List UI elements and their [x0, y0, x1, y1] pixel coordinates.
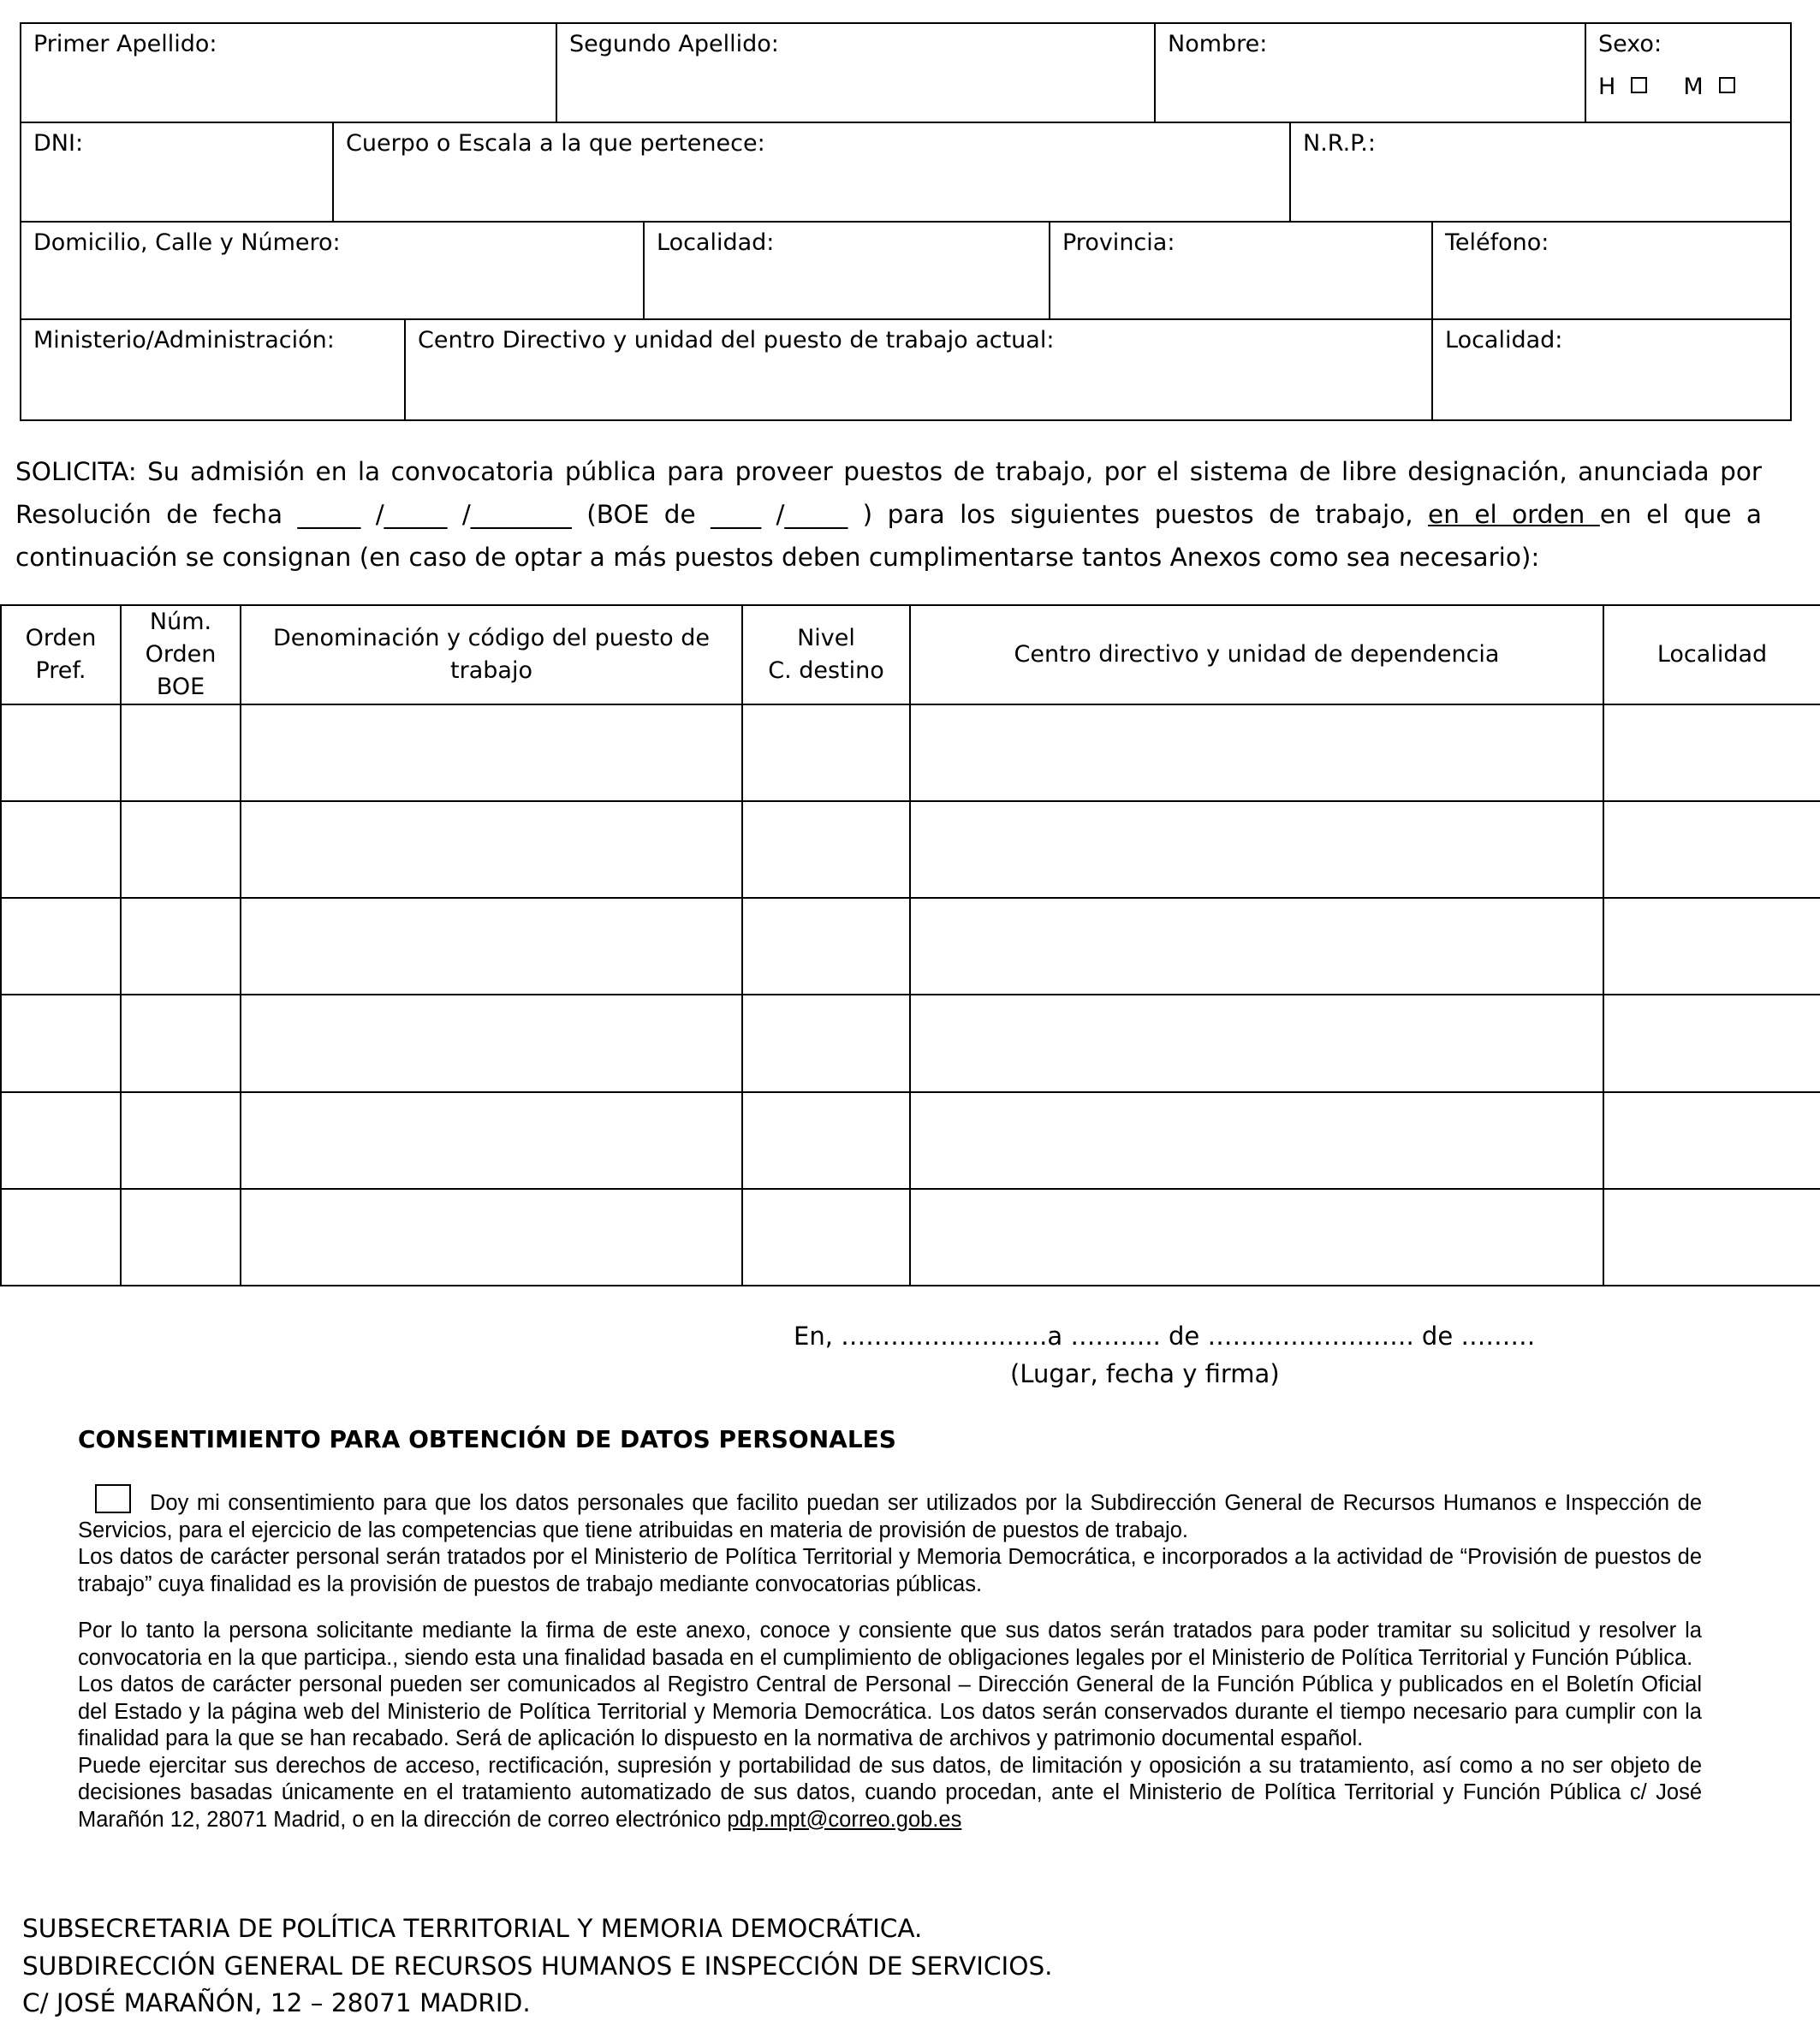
solicita-paragraph — [15, 450, 1762, 579]
table-cell[interactable] — [1, 995, 121, 1091]
footer-address — [22, 1910, 1053, 2020]
domicilio-label: Domicilio, Calle y Número: — [33, 229, 341, 256]
localidad-actual-field[interactable] — [1431, 320, 1793, 419]
ministerio-field[interactable] — [21, 320, 404, 419]
table-cell[interactable] — [742, 1092, 910, 1189]
segundo-apellido-field[interactable] — [556, 24, 1154, 122]
table-cell[interactable] — [1603, 1189, 1820, 1286]
consent-paragraph-1 — [78, 1484, 1702, 1544]
consent-paragraph-2: Los datos de carácter personal serán tratados por el Ministerio de Política Territorial y Memoria Democrática, e incorporados a la actividad de “Provisión de puestos de trabajo” cuya finalidad es la provisión de puestos de trabajo mediante convocatorias públicas. — [78, 1545, 1702, 1596]
segundo-apellido-label: Segundo Apellido: — [569, 31, 779, 57]
table-cell[interactable] — [910, 1092, 1603, 1189]
solicita-line-2 — [15, 493, 1762, 536]
table-cell[interactable] — [121, 704, 241, 801]
table-cell[interactable] — [1, 898, 121, 995]
table-row — [1, 801, 1820, 898]
sexo-h-checkbox[interactable] — [1631, 77, 1647, 93]
cuerpo-label: Cuerpo o Escala a la que pertenece: — [346, 130, 765, 157]
nombre-label: Nombre: — [1168, 31, 1268, 57]
footer-line-3: C/ JOSÉ MARAÑÓN, 12 – 28071 MADRID. — [22, 1988, 531, 2017]
signature-date-line: En, …………………….a ……….. de ……………………. de ……… — [794, 1322, 1536, 1351]
sexo-field — [1585, 24, 1793, 122]
table-cell[interactable] — [241, 898, 742, 995]
table-cell[interactable] — [910, 1189, 1603, 1286]
nombre-field[interactable] — [1154, 24, 1585, 122]
solicita-line-3: continuación se consignan (en caso de optar a más puestos deben cumplimentarse tantos Anexos como sea necesario): — [15, 543, 1540, 572]
puestos-body — [1, 704, 1820, 1286]
form-row-dni — [21, 123, 1790, 223]
table-cell[interactable] — [910, 995, 1603, 1091]
form-row-ministerio — [21, 320, 1790, 419]
consent-text-1: Doy mi consentimiento para que los datos personales que facilito puedan ser utilizados por la Subdirección General de Recursos Humanos e Inspección de Servicios, para el ejercicio de las competencias que tiene atribuidas en materia de provisión de puestos de trabajo. — [78, 1491, 1702, 1542]
dni-field[interactable] — [21, 123, 332, 221]
table-row — [1, 995, 1820, 1091]
table-cell[interactable] — [742, 1189, 910, 1286]
centro-directivo-label: Centro Directivo y unidad del puesto de trabajo actual: — [418, 327, 1055, 354]
domicilio-field[interactable] — [21, 223, 643, 318]
solicita-line-2-start: Resolución de fecha _____ /_____ /________ (BOE de ____ /_____ ) para los siguientes puestos de trabajo, — [15, 500, 1429, 529]
table-cell[interactable] — [1603, 898, 1820, 995]
table-cell[interactable] — [121, 1189, 241, 1286]
personal-data-form — [20, 22, 1792, 421]
table-cell[interactable] — [910, 801, 1603, 898]
nrp-field[interactable] — [1289, 123, 1793, 221]
cuerpo-field[interactable] — [332, 123, 1289, 221]
table-cell[interactable] — [241, 801, 742, 898]
table-cell[interactable] — [1, 704, 121, 801]
header-localidad: Localidad — [1603, 605, 1820, 704]
table-cell[interactable] — [742, 898, 910, 995]
header-num-orden-boe: Núm. Orden BOE — [121, 605, 241, 704]
table-cell[interactable] — [910, 898, 1603, 995]
telefono-field[interactable] — [1431, 223, 1793, 318]
nrp-label: N.R.P.: — [1303, 130, 1376, 157]
consent-email-link[interactable]: pdp.mpt@correo.gob.es — [727, 1807, 962, 1832]
sexo-m-label: M — [1683, 74, 1704, 100]
table-cell[interactable] — [742, 704, 910, 801]
telefono-label: Teléfono: — [1445, 229, 1549, 256]
table-cell[interactable] — [241, 1189, 742, 1286]
table-row — [1, 898, 1820, 995]
table-cell[interactable] — [121, 995, 241, 1091]
footer-line-2: SUBDIRECCIÓN GENERAL DE RECURSOS HUMANOS E INSPECCIÓN DE SERVICIOS. — [22, 1951, 1053, 1981]
header-denominacion: Denominación y código del puesto de trabajo — [241, 605, 742, 704]
table-cell[interactable] — [121, 898, 241, 995]
localidad-field[interactable] — [643, 223, 1049, 318]
table-cell[interactable] — [1603, 801, 1820, 898]
table-cell[interactable] — [121, 1092, 241, 1189]
table-cell[interactable] — [910, 704, 1603, 801]
sexo-options — [1598, 74, 1744, 100]
table-cell[interactable] — [742, 995, 910, 1091]
table-cell[interactable] — [241, 704, 742, 801]
consent-paragraph-4: Los datos de carácter personal pueden ser comunicados al Registro Central de Personal – Dirección General de la Función Pública y publicados en el Boletín Oficial del Estado y la página web del Ministerio de Política Territorial y Memoria Democrática. Los datos serán conservados durante el tiempo necesario para cumplir con la finalidad para la que se han recabado. Será de aplicación lo dispuesto en la normativa de archivos y patrimonio documental español. — [78, 1672, 1702, 1750]
signature-caption: (Lugar, fecha y firma) — [1010, 1359, 1280, 1388]
table-cell[interactable] — [241, 995, 742, 1091]
puestos-table — [0, 604, 1820, 1286]
sexo-h-label: H — [1598, 74, 1616, 100]
solicita-underlined-orden: en el orden — [1428, 500, 1600, 529]
table-cell[interactable] — [1603, 704, 1820, 801]
table-cell[interactable] — [1, 801, 121, 898]
table-cell[interactable] — [742, 801, 910, 898]
centro-directivo-field[interactable] — [404, 320, 1431, 419]
consent-checkbox[interactable] — [95, 1484, 131, 1513]
table-row — [1, 1189, 1820, 1286]
consent-text-5: Puede ejercitar sus derechos de acceso, rectificación, supresión y portabilidad de sus datos, de limitación y oposición a su tratamiento, así como a no ser objeto de decisiones basadas únicamente en el tratamiento automatizado de sus datos, cuando procedan, ante el Ministerio de Política Territorial y Función Pública c/ José Marañón 12, 28071 Madrid, o en la dirección de correo electrónico — [78, 1753, 1702, 1832]
table-cell[interactable] — [1603, 1092, 1820, 1189]
footer-line-1: SUBSECRETARIA DE POLÍTICA TERRITORIAL Y MEMORIA DEMOCRÁTICA. — [22, 1914, 923, 1943]
table-cell[interactable] — [1, 1092, 121, 1189]
table-cell[interactable] — [1603, 995, 1820, 1091]
sexo-m-checkbox[interactable] — [1719, 77, 1735, 93]
table-cell[interactable] — [241, 1092, 742, 1189]
localidad-label: Localidad: — [657, 229, 775, 256]
table-cell[interactable] — [1, 1189, 121, 1286]
ministerio-label: Ministerio/Administración: — [33, 327, 335, 354]
header-orden-pref: Orden Pref. — [1, 605, 121, 704]
puestos-header-row — [1, 605, 1820, 704]
table-row — [1, 704, 1820, 801]
primer-apellido-field[interactable] — [21, 24, 556, 122]
consent-paragraph-3: Por lo tanto la persona solicitante mediante la firma de este anexo, conoce y consiente que sus datos serán tratados para poder tramitar su solicitud y resolver la convocatoria en la que participa., siendo esta una finalidad basada en el cumplimiento de obligaciones legales por el Ministerio de Política Territorial y Función Pública. — [78, 1619, 1702, 1670]
form-row-domicilio — [21, 223, 1790, 320]
dni-label: DNI: — [33, 130, 84, 157]
localidad-actual-label: Localidad: — [1445, 327, 1563, 354]
form-row-names — [21, 24, 1790, 123]
solicita-line-2-end: en el que a — [1599, 500, 1762, 529]
consent-paragraph-5 — [78, 1753, 1702, 1834]
header-centro-directivo: Centro directivo y unidad de dependencia — [910, 605, 1603, 704]
header-nivel: Nivel C. destino — [742, 605, 910, 704]
solicita-line-1: SOLICITA: Su admisión en la convocatoria pública para proveer puestos de trabajo, por el sistema de libre designación, anunciada por — [15, 457, 1762, 486]
primer-apellido-label: Primer Apellido: — [33, 31, 217, 57]
table-row — [1, 1092, 1820, 1189]
sexo-label: Sexo: — [1598, 31, 1662, 57]
provincia-label: Provincia: — [1062, 229, 1175, 256]
provincia-field[interactable] — [1049, 223, 1431, 318]
consent-body — [78, 1484, 1702, 1833]
consent-title: CONSENTIMIENTO PARA OBTENCIÓN DE DATOS PERSONALES — [78, 1425, 896, 1453]
table-cell[interactable] — [121, 801, 241, 898]
